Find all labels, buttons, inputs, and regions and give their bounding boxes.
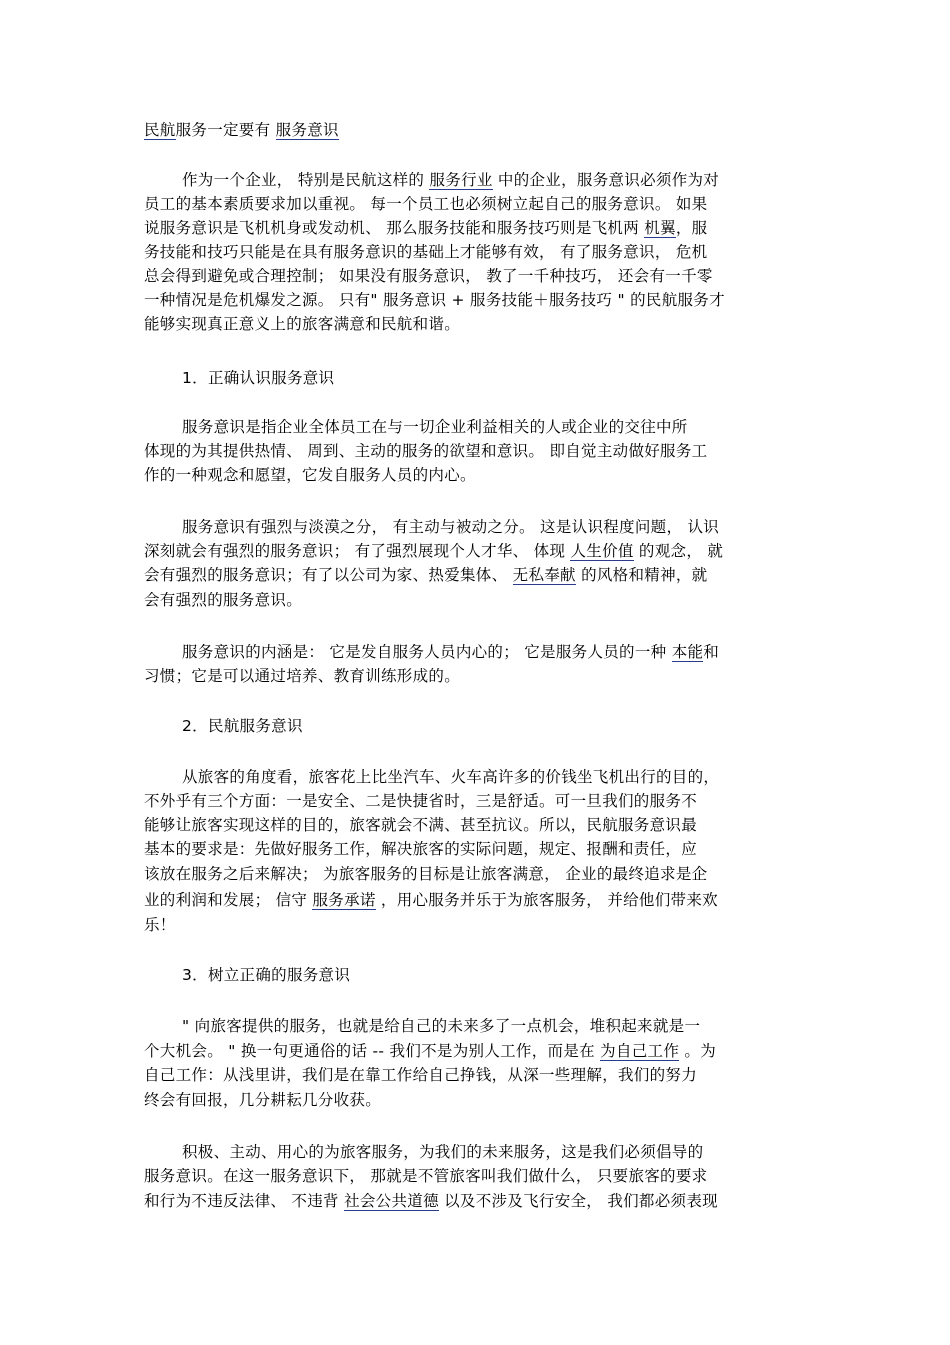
p5-text: 业的利润和发展； 信守 [144, 891, 313, 909]
p6-text: 。为 [679, 1042, 716, 1060]
p7-line-3 [144, 1189, 810, 1213]
p1-line-4: 务技能和技巧只能是在具有服务意识的基础上才能够有效， 有了服务意识， 危机 [144, 243, 708, 261]
p3-text: 的风格和精神，就 [575, 566, 708, 584]
p3-text: 会有强烈的服务意识；有了以公司为家、热爱集体、 [144, 566, 513, 584]
p4-text: 和 [703, 643, 720, 661]
p7-line-1: 积极、主动、用心的为旅客服务，为我们的未来服务，这是我们必须倡导的 [182, 1143, 704, 1161]
p4-line-1 [182, 640, 810, 664]
p5-line-7: 乐！ [144, 916, 176, 934]
section-heading-1: 1．正确认识服务意识 [182, 369, 335, 387]
link-service-industry[interactable]: 服务行业 [429, 171, 493, 189]
p1-line-7: 能够实现真正意义上的旅客满意和民航和谐。 [144, 315, 461, 333]
link-life-value[interactable]: 人生价值 [570, 542, 634, 560]
p7-text: 以及不涉及飞行安全， 我们都必须表现 [438, 1192, 718, 1210]
p3-line-2 [144, 539, 810, 563]
p5-line-1: 从旅客的角度看，旅客花上比坐汽车、火车高许多的价钱坐飞机出行的目的， [182, 768, 720, 786]
link-service-awareness[interactable]: 服务意识 [275, 121, 339, 139]
p7-text: 和行为不违反法律、 不违背 [144, 1192, 345, 1210]
p1-text: ，服 [675, 219, 708, 237]
p1-line-6: 一种情况是危机爆发之源。 只有" 服务意识 + 服务技能＋服务技巧 " 的民航服务才 [144, 291, 725, 309]
p5-line-3: 能够让旅客实现这样的目的，旅客就会不满、甚至抗议。所以，民航服务意识最 [144, 816, 698, 834]
p6-text: 个大机会。 " 换一句更通俗的话 -- 我们不是为别人工作，而是在 [144, 1042, 601, 1060]
p5-line-5: 该放在服务之后来解决； 为旅客服务的目标是让旅客满意， 企业的最终追求是企 [144, 865, 708, 883]
link-social-morality[interactable]: 社会公共道德 [344, 1192, 439, 1210]
section-heading-3: 3．树立正确的服务意识 [182, 966, 351, 984]
link-service-commitment[interactable]: 服务承诺 [312, 891, 376, 909]
p3-line-3 [144, 563, 810, 587]
p1-line-1 [182, 168, 810, 192]
p7-line-2: 服务意识。在这一服务意识下， 那就是不管旅客叫我们做什么， 只要旅客的要求 [144, 1167, 708, 1185]
p5-line-6 [144, 888, 810, 912]
p3-text: 深刻就会有强烈的服务意识； 有了强烈展现个人才华、 体现 [144, 542, 571, 560]
p5-line-2: 不外乎有三个方面：一是安全、二是快捷省时，三是舒适。可一旦我们的服务不 [144, 792, 698, 810]
p3-text: 的观念， 就 [633, 542, 724, 560]
p6-line-1: " 向旅客提供的服务，也就是给自己的未来多了一点机会，堆积起来就是一 [182, 1017, 701, 1035]
p1-line-3 [144, 216, 810, 240]
p1-text: 中的企业，服务意识必须作为对 [492, 171, 720, 189]
title-text: 服务一定要有 [175, 121, 271, 139]
p4-line-2: 习惯；它是可以通过培养、教育训练形成的。 [144, 667, 461, 685]
section-heading-2: 2．民航服务意识 [182, 717, 303, 735]
p1-text: 说服务意识是飞机机身或发动机、 那么服务技能和服务技巧则是飞机两 [144, 219, 645, 237]
link-wings[interactable]: 机翼 [644, 219, 676, 237]
p3-line-1: 服务意识有强烈与淡漠之分， 有主动与被动之分。 这是认识程度问题， 认识 [182, 518, 720, 536]
p3-line-4: 会有强烈的服务意识。 [144, 591, 303, 609]
p4-text: 服务意识的内涵是： 它是发自服务人员内心的； 它是服务人员的一种 [182, 643, 672, 661]
p6-line-4: 终会有回报，几分耕耘几分收获。 [144, 1091, 382, 1109]
document-title [144, 118, 810, 142]
p2-line-3: 作的一种观念和愿望，它发自服务人员的内心。 [144, 466, 476, 484]
p6-line-2 [144, 1039, 810, 1063]
link-selfless-dedication[interactable]: 无私奉献 [512, 566, 576, 584]
p2-line-2: 体现的为其提供热情、 周到、主动的服务的欲望和意识。 即自觉主动做好服务工 [144, 442, 708, 460]
link-work-for-yourself[interactable]: 为自己工作 [600, 1042, 680, 1060]
p2-line-1: 服务意识是指企业全体员工在与一切企业利益相关的人或企业的交往中所 [182, 418, 688, 436]
link-minhang[interactable]: 民航 [144, 121, 176, 139]
p5-text: ，用心服务并乐于为旅客服务， 并给他们带来欢 [375, 891, 718, 909]
p1-line-2: 员工的基本素质要求加以重视。 每一个员工也必须树立起自己的服务意识。 如果 [144, 195, 708, 213]
p1-text: 作为一个企业， 特别是民航这样的 [182, 171, 430, 189]
p6-line-3: 自己工作：从浅里讲，我们是在靠工作给自己挣钱，从深一些理解，我们的努力 [144, 1066, 698, 1084]
p5-line-4: 基本的要求是：先做好服务工作，解决旅客的实际问题，规定、报酬和责任，应 [144, 840, 698, 858]
p1-line-5: 总会得到避免或合理控制； 如果没有服务意识， 教了一千种技巧， 还会有一千零 [144, 267, 713, 285]
link-instinct[interactable]: 本能 [671, 643, 704, 661]
